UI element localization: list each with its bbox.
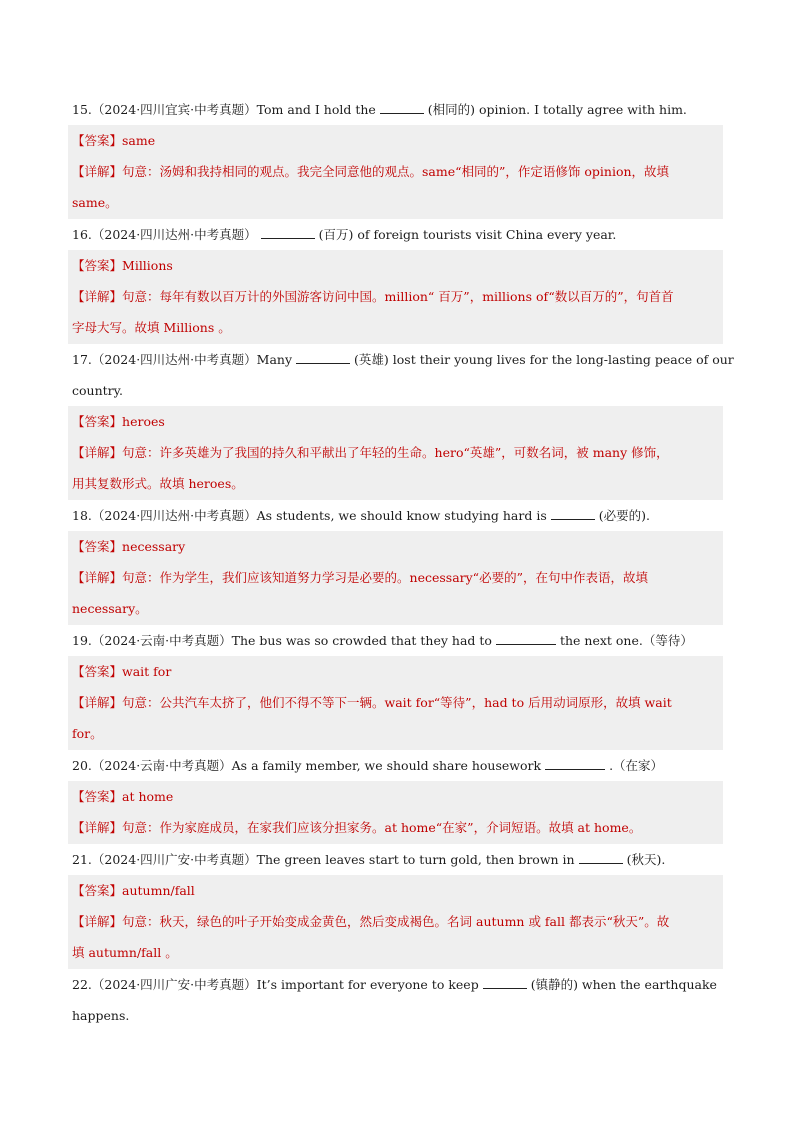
answer-tag: 【答案】 <box>72 789 123 804</box>
question-17 <box>72 352 734 368</box>
answer-value: necessary <box>122 539 186 554</box>
question-number: 19. <box>72 633 92 648</box>
answer-value: at home <box>122 789 174 804</box>
question-22-line2 <box>72 1008 129 1024</box>
question-number: 16. <box>72 227 92 242</box>
answer-blank <box>551 508 595 520</box>
question-text: It’s important for everyone to keep <box>256 977 479 992</box>
answer-16 <box>72 258 173 274</box>
detail-20-line1 <box>72 820 641 836</box>
detail-tag: 【详解】 <box>72 289 123 304</box>
question-text: country. <box>72 383 124 398</box>
question-source: （2024·四川达州·中考真题） <box>91 508 257 523</box>
question-number: 15. <box>72 102 92 117</box>
answer-value: Millions <box>122 258 173 273</box>
question-number: 22. <box>72 977 92 992</box>
question-text: Tom and I hold the <box>256 102 376 117</box>
answer-17 <box>72 414 165 430</box>
detail-15-line1 <box>72 164 669 180</box>
detail-tag: 【详解】 <box>72 695 123 710</box>
detail-tag: 【详解】 <box>72 914 123 929</box>
detail-text: for。 <box>72 726 103 741</box>
question-22 <box>72 977 717 993</box>
detail-text: 句意：许多英雄为了我国的持久和平献出了年轻的生命。hero“英雄”，可数名词，被 many 修饰， <box>122 445 669 460</box>
question-text: (相同的) opinion. I totally agree with him. <box>427 102 687 117</box>
detail-tag: 【详解】 <box>72 164 123 179</box>
detail-text: 字母大写。故填 Millions 。 <box>72 320 231 335</box>
detail-18-line1 <box>72 570 648 586</box>
answer-blank <box>496 633 556 645</box>
detail-text: same。 <box>72 195 118 210</box>
question-text: Many <box>256 352 293 367</box>
question-text: (必要的). <box>598 508 650 523</box>
question-19 <box>72 633 693 649</box>
detail-text: 填 autumn/fall 。 <box>72 945 178 960</box>
question-source: （2024·四川宜宾·中考真题） <box>91 102 257 117</box>
question-text: the next one.（等待） <box>559 633 693 648</box>
answer-blank <box>296 352 350 364</box>
detail-text: 句意：作为家庭成员，在家我们应该分担家务。at home“在家”，介词短语。故填 at home。 <box>122 820 642 835</box>
answer-value: autumn/fall <box>122 883 195 898</box>
question-text: (秋天). <box>626 852 666 867</box>
question-number: 17. <box>72 352 92 367</box>
detail-19-line1 <box>72 695 672 711</box>
question-21 <box>72 852 665 868</box>
question-text: The green leaves start to turn gold, then brown in <box>256 852 575 867</box>
answer-value: wait for <box>122 664 172 679</box>
answer-blank <box>380 102 424 114</box>
question-source: （2024·四川广安·中考真题） <box>91 977 257 992</box>
answer-tag: 【答案】 <box>72 664 123 679</box>
question-number: 20. <box>72 758 92 773</box>
question-16 <box>72 227 616 243</box>
question-source: （2024·云南·中考真题） <box>91 633 232 648</box>
question-text: (百万) of foreign tourists visit China every year. <box>318 227 617 242</box>
answer-blank <box>545 758 605 770</box>
detail-text: 句意：秋天，绿色的叶子开始变成金黄色，然后变成褐色。名词 autumn 或 fall 都表示“秋天”。故 <box>122 914 670 929</box>
answer-20 <box>72 789 173 805</box>
detail-tag: 【详解】 <box>72 820 123 835</box>
detail-15-line2 <box>72 195 118 211</box>
question-18 <box>72 508 650 524</box>
answer-tag: 【答案】 <box>72 258 123 273</box>
detail-19-line2 <box>72 726 103 742</box>
answer-blank <box>579 852 623 864</box>
answer-tag: 【答案】 <box>72 539 123 554</box>
question-text: .（在家） <box>609 758 664 773</box>
detail-21-line2 <box>72 945 178 961</box>
question-20 <box>72 758 663 774</box>
question-number: 21. <box>72 852 92 867</box>
answer-tag: 【答案】 <box>72 133 123 148</box>
detail-16-line1 <box>72 289 674 305</box>
detail-text: 句意：作为学生，我们应该知道努力学习是必要的。necessary“必要的”，在句中作表语，故填 <box>122 570 648 585</box>
answer-18 <box>72 539 185 555</box>
answer-tag: 【答案】 <box>72 883 123 898</box>
question-text: (镇静的) when the earthquake <box>530 977 717 992</box>
detail-17-line1 <box>72 445 669 461</box>
answer-19 <box>72 664 171 680</box>
detail-text: 句意：每年有数以百万计的外国游客访问中国。million“ 百万”，millions of“数以百万的”，句首首 <box>122 289 674 304</box>
question-text: (英雄) lost their young lives for the long-lasting peace of our <box>354 352 734 367</box>
question-source: （2024·云南·中考真题） <box>91 758 232 773</box>
answer-tag: 【答案】 <box>72 414 123 429</box>
detail-text: necessary。 <box>72 601 148 616</box>
answer-blank <box>483 977 527 989</box>
answer-value: heroes <box>122 414 165 429</box>
question-source: （2024·四川达州·中考真题） <box>91 352 257 367</box>
detail-text: 用其复数形式。故填 heroes。 <box>72 476 244 491</box>
question-source: （2024·四川达州·中考真题） <box>91 227 257 242</box>
detail-18-line2 <box>72 601 148 617</box>
question-text: The bus was so crowded that they had to <box>231 633 492 648</box>
detail-21-line1 <box>72 914 669 930</box>
answer-21 <box>72 883 195 899</box>
question-text: As students, we should know studying hard is <box>256 508 547 523</box>
answer-value: same <box>122 133 156 148</box>
question-text: As a family member, we should share housework <box>231 758 542 773</box>
question-text: happens. <box>72 1008 130 1023</box>
question-number: 18. <box>72 508 92 523</box>
detail-text: 句意：公共汽车太挤了，他们不得不等下一辆。wait for“等待”，had to 后用动词原形，故填 wait <box>122 695 672 710</box>
detail-17-line2 <box>72 476 244 492</box>
answer-15 <box>72 133 155 149</box>
detail-tag: 【详解】 <box>72 445 123 460</box>
question-15 <box>72 102 687 118</box>
detail-tag: 【详解】 <box>72 570 123 585</box>
question-source: （2024·四川广安·中考真题） <box>91 852 257 867</box>
detail-16-line2 <box>72 320 231 336</box>
question-17-line2 <box>72 383 123 399</box>
answer-blank <box>261 227 315 239</box>
detail-text: 句意：汤姆和我持相同的观点。我完全同意他的观点。same“相同的”，作定语修饰 opinion，故填 <box>122 164 670 179</box>
